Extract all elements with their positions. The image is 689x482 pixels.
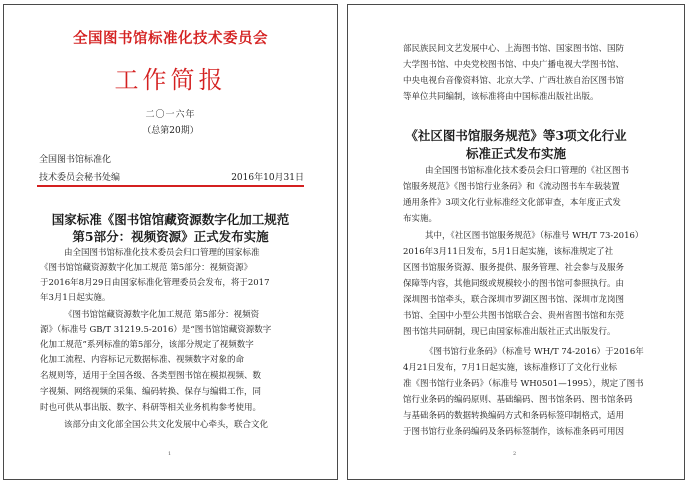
paragraph-line: 馆行业条码的编码原则、基础编码、图书馆条码、图书馆条码 bbox=[403, 395, 633, 405]
paragraph-line: 2016年3月11日发布，5月1日起实施，该标准规定了社 bbox=[403, 247, 614, 257]
bulletin-issue: （总第20期） bbox=[142, 126, 199, 136]
paragraph-line: 馆服务规范》《图书馆行业条码》和《流动图书车车载装置 bbox=[403, 182, 620, 192]
paragraph-line: 《图书馆行业条码》（标准号 WH/T 74-2016）于2016年 bbox=[425, 347, 644, 357]
paragraph-line: 书馆、全国中小型公共图书馆联合会、贵州省图书馆和东莞 bbox=[403, 311, 625, 321]
red-divider bbox=[37, 185, 304, 187]
paragraph-line: 于2016年8月29日由国家标准化管理委员会发布，将于2017 bbox=[40, 278, 270, 288]
paragraph-line: 布实施。 bbox=[403, 214, 438, 224]
paragraph-line: 化加工规范”系列标准的第5部分，该部分规定了视频数字 bbox=[40, 340, 254, 350]
paragraph-line: 图书馆共同研制，现已由国家标准出版社正式出版发行。 bbox=[403, 327, 616, 337]
paragraph-line: 准《图书馆行业条码》（标准号 WH0501—1995），规定了图书 bbox=[403, 379, 644, 389]
paragraph-line: 部民族民间文艺发展中心、上海图书馆、国家图书馆、国防 bbox=[403, 44, 625, 54]
paragraph-line: 区图书馆服务资源、服务提供、服务管理、社会参与及服务 bbox=[403, 263, 625, 273]
paragraph-line: 时也可供从事出版、数字、科研等相关业务机构参考使用。 bbox=[40, 403, 262, 413]
paragraph-line: 于图书馆行业条码编码及条码标签制作，该标准条码可用因 bbox=[403, 427, 625, 437]
paragraph-line: 与基础条码的数据转换编码方式和条码标签印制格式，适用 bbox=[403, 411, 625, 421]
paragraph-line: 源》（标准号 GB/T 31219.5-2016）是“图书馆馆藏资源数字 bbox=[40, 325, 272, 335]
paragraph-line: 化加工流程、内容标记元数据标准、视频数字对象的命 bbox=[40, 355, 245, 365]
paragraph-line: 字视频、网络视频的采集、编码转换、保存与编辑工作，同 bbox=[40, 387, 262, 397]
paragraph-line: 《图书馆馆藏资源数字化加工规范 第5部分：视频资 bbox=[64, 310, 260, 320]
article-title-line-2: 第5部分：视频资源》正式发布实施 bbox=[72, 229, 269, 244]
paragraph-line: 其中，《社区图书馆服务规范》（标准号 WH/T 73-2016） bbox=[425, 231, 644, 241]
bulletin-year: 二〇一六年 bbox=[145, 110, 196, 120]
paragraph-line: 4月21日发布，7月1日起实施，该标准修订了文化行业标 bbox=[403, 363, 618, 373]
paragraph-line: 深圳图书馆牵头，联合深圳市罗湖区图书馆、深圳市龙岗图 bbox=[403, 295, 625, 305]
bulletin-page-2 bbox=[347, 4, 685, 480]
paragraph-line: 该部分由文化部全国公共文化发展中心牵头，联合文化 bbox=[64, 420, 269, 430]
article-title-line-1: 《社区图书馆服务规范》等3项文化行业 bbox=[405, 128, 627, 143]
paragraph-line: 保障等内容，其他同级或规模较小的图书馆可参照执行。由 bbox=[403, 279, 625, 289]
paragraph-line: 通用条件》3项文化行业标准经文化部审查，本年度正式发 bbox=[403, 198, 621, 208]
sender-line-1: 全国图书馆标准化 bbox=[39, 155, 112, 165]
paragraph-line: 中央电视台音像资料馆、北京大学、广西壮族自治区图书馆 bbox=[403, 76, 625, 86]
issue-date: 2016年10月31日 bbox=[231, 173, 304, 183]
org-name: 全国图书馆标准化技术委员会 bbox=[73, 30, 268, 47]
article-title-line-1: 国家标准《图书馆馆藏资源数字化加工规范 bbox=[51, 212, 290, 227]
bulletin-title: 工作简报 bbox=[114, 66, 227, 94]
bulletin-page-1 bbox=[3, 4, 338, 480]
paragraph-line: 等单位共同编制，该标准将由中国标准出版社出版。 bbox=[403, 92, 599, 102]
sender-line-2: 技术委员会秘书处编 bbox=[39, 173, 121, 183]
paragraph-line: 年3月1日起实施。 bbox=[40, 293, 111, 303]
paragraph-line: 大学图书馆、中央党校图书馆、中央广播电视大学图书馆、 bbox=[403, 60, 625, 70]
paragraph-line: 《图书馆馆藏资源数字化加工规范 第5部分：视频资源》 bbox=[40, 263, 253, 273]
paragraph-line: 由全国图书馆标准化技术委员会归口管理的《社区图书 bbox=[425, 166, 630, 176]
article-title-line-2: 标准正式发布实施 bbox=[465, 146, 566, 161]
page-number: 2 bbox=[513, 451, 517, 457]
paragraph-line: 名规则等，适用于全国各级、各类型图书馆在模拟视频、数 bbox=[40, 371, 262, 381]
page-number: 1 bbox=[168, 451, 172, 457]
paragraph-line: 由全国图书馆标准化技术委员会归口管理的国家标准 bbox=[64, 248, 260, 258]
